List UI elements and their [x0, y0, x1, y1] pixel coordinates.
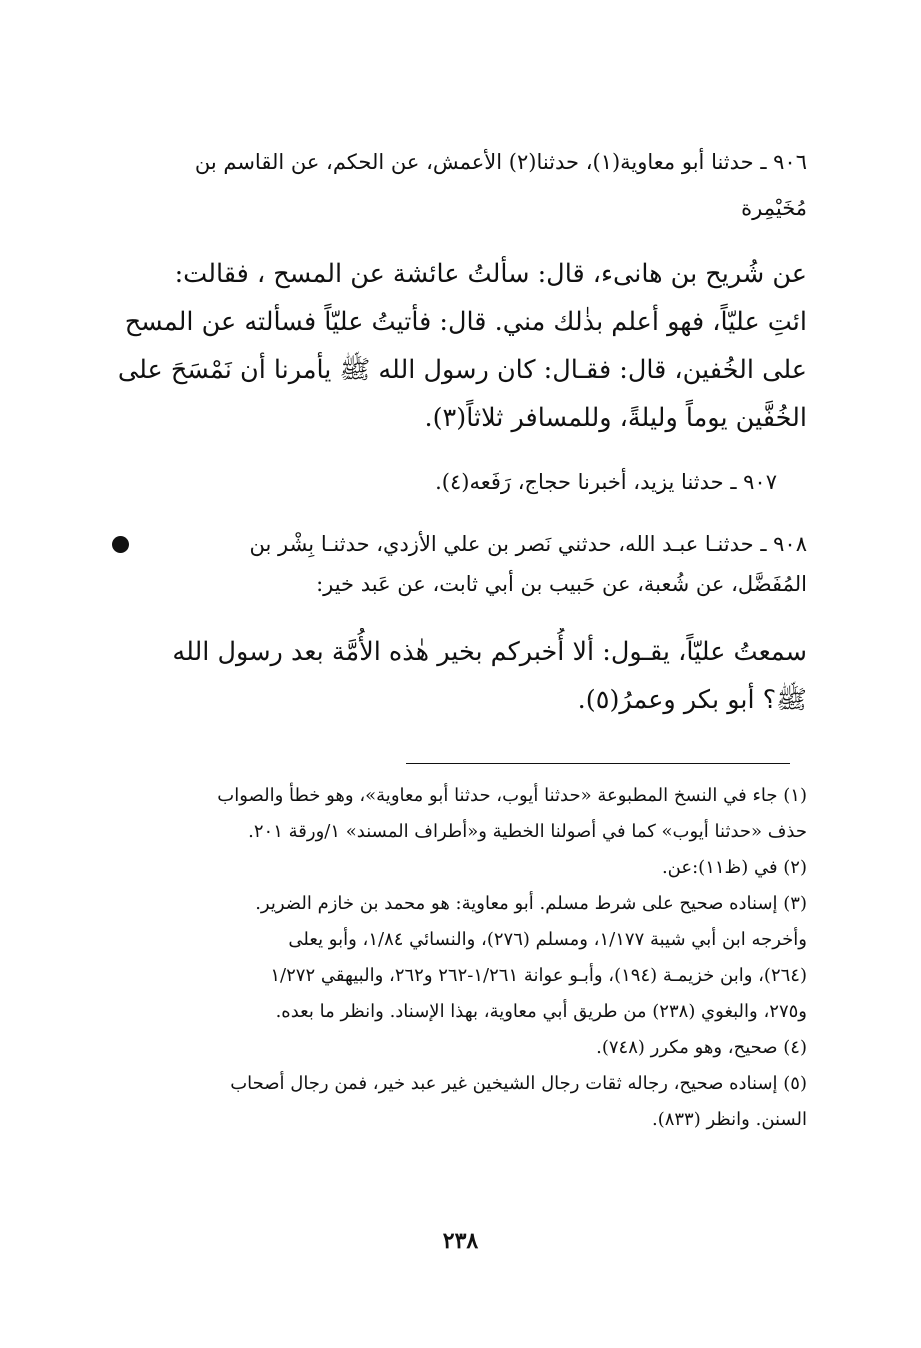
text-line: عن شُريح بن هانىء، قال: سألتُ عائشة عن المسح ، فقالت: — [174, 259, 807, 289]
text-line: على الخُفين، قال: فقـال: كان رسول الله ﷺ يأمرنا أن نَمْسَحَ على — [117, 355, 807, 385]
footnote-line: (٣) إسناده صحيح على شرط مسلم. أبو معاوية: هو محمد بن خازم الضرير. — [255, 893, 807, 914]
text-line: ائتِ عليّاً، فهو أعلم بذٰلك مني. قال: فأتيتُ عليّاً فسألته عن المسح — [124, 307, 807, 337]
footnote-line: (٢٦٤)، وابن خزيمـة (١٩٤)، وأبـو عوانة ١/٢٦١-٢٦٢ و٢٦٢، والبيهقي ١/٢٧٢ — [270, 965, 807, 986]
footnote-line: (٢) في (ظ١١):عن. — [661, 857, 807, 878]
hadith-908-isnad-text — [112, 524, 807, 604]
text-line: ﷺ؟ أبو بكر وعمرُ(٥). — [577, 685, 807, 715]
footnote-line: حذف «حدثنا أيوب» كما في أصولنا الخطية و«أطراف المسند» ١/ورقة ٢٠١. — [248, 821, 807, 842]
text-line: سمعتُ عليّاً، يقـول: ألا أُخبركم بخير هٰذه الأُمَّة بعد رسول الله — [172, 637, 807, 667]
hadith-907 — [112, 462, 807, 502]
text-line: ٩٠٨ ـ حدثنـا عبـد الله، حدثني نَصر بن علي الأزدي، حدثنـا بِشْر بن — [249, 532, 807, 556]
footnote-separator — [406, 763, 790, 764]
text-line: مُخَيْمِرة — [741, 196, 807, 220]
hadith-908-matn — [112, 628, 807, 724]
footnote-line: و٢٧٥، والبغوي (٢٣٨) من طريق أبي معاوية، بهذا الإسناد. وانظر ما بعده. — [275, 1001, 807, 1022]
page-number: ٢٣٨ — [442, 1228, 479, 1254]
text-line: ٩٠٧ ـ حدثنا يزيد، أخبرنا حجاج، رَفَعه(٤). — [435, 470, 777, 494]
text-line: ٩٠٦ ـ حدثنا أبو معاوية(١)، حدثنا(٢) الأعمش، عن الحكم، عن القاسم بن — [194, 150, 807, 174]
text-line: المُفَضَّل، عن شُعبة، عن حَبيب بن أبي ثابت، عن عَبد خير: — [316, 572, 807, 596]
footnote-line: (٥) إسناده صحيح، رجاله ثقات رجال الشيخين غير عبد خير، فمن رجال أصحاب — [230, 1073, 807, 1094]
text-line: الخُفَّين يوماً وليلةً، وللمسافر ثلاثاً(٣). — [424, 403, 807, 433]
footnote-line: (٤) صحيح، وهو مكرر (٧٤٨). — [596, 1037, 807, 1058]
footnote-line: السنن. وانظر (٨٣٣). — [651, 1109, 807, 1130]
hadith-906-isnad — [112, 142, 807, 228]
footnote-line: (١) جاء في النسخ المطبوعة «حدثنا أيوب، حدثنا أبو معاوية»، وهو خطأ والصواب — [217, 785, 807, 806]
footnotes — [112, 778, 807, 1138]
footnote-line: وأخرجه ابن أبي شيبة ١/١٧٧، ومسلم (٢٧٦)، والنسائي ١/٨٤، وأبو يعلى — [288, 929, 807, 950]
hadith-906-matn — [112, 250, 807, 442]
